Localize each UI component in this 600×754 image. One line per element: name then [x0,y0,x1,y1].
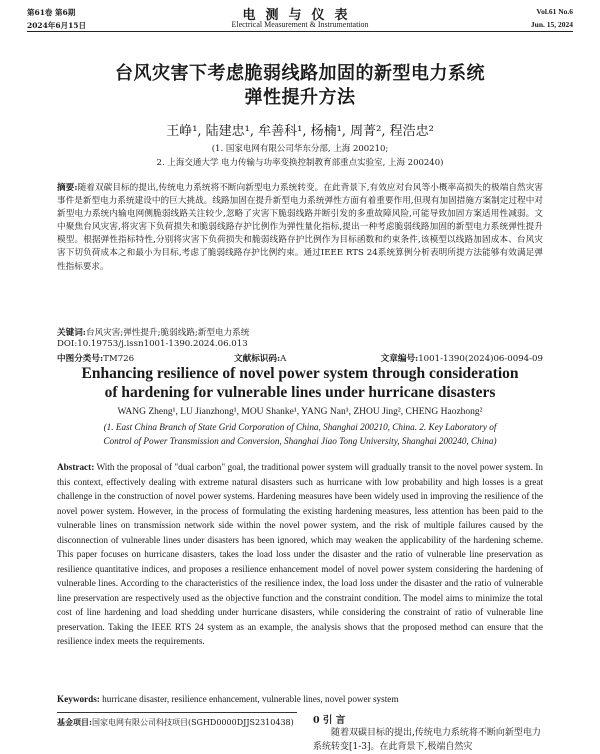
clc-number [57,352,134,364]
date-en: Jun. 15, 2024 [530,20,573,29]
affiliation-en-1: (1. East China Branch of State Grid Corporation of China, Shanghai 200210, China. 2. Key Laboratory of [103,422,497,432]
journal-name-cn: 电测与仪表 [242,8,358,23]
article-number-label: 文章编号: [380,354,419,364]
abstract-cn [57,182,543,274]
document-code [234,352,286,364]
footnote-rule [57,712,297,713]
keywords-cn-label: 关键词: [57,328,86,338]
authors-cn: 王峥¹, 陆建忠¹, 牟善科¹, 杨楠¹, 周菁², 程浩忠² [166,124,434,139]
funding-label: 基金项目: [57,717,92,727]
title-en-line-1: Enhancing resilience of novel power system through consideration [81,365,519,382]
abstract-en-text: With the proposal of "dual carbon" goal, the traditional power system will gradually transit to the novel power system. In this context, effectively dealing with extreme natural disasters such as hurricane with low probability and high losses is a great challenge in the construction of novel power systems. Hardening measures have been widely used in improving the resilience of the novel power system. However, in the process of formulating the existing hardening measures, less attention has been paid to the vulnerable lines on transmission network side within the novel power system, and the risk of multiple failures caused by the disconnection of vulnerable lines under disasters has been ignored, which may weaken the applicability of the hardening scheme. This paper focuses on hurricane disasters, takes the load loss under the disaster and the ratio of vulnerable line preservation as resilience quantitative indices, and proposes a resilience enhancement model of novel power system considering the hardening of vulnerable lines. According to the characteristics of the resilience index, the load loss under the disaster and the ratio of vulnerable line preservation are respectively used as the objective function and the constraint condition. The model aims to minimize the total cost of line hardening and load shedding under hurricane disasters, while considering the constraint of ratio of vulnerable line preservation. Taking the IEEE RTS 24 system as an example, the analysis shows that the proposed method can ensure that the resilience index meets the requirements. [57,462,543,646]
clc-label: 中图分类号: [57,354,104,364]
header-rule [27,31,573,32]
doi: DOI:10.19753/j.issn1001-1390.2024.06.013 [57,339,248,349]
clc-value: TM726 [103,354,135,364]
abstract-cn-text: 随着双碳目标的提出,传统电力系统将不断向新型电力系统转变。在此背景下,有效应对台风等小概率高损失的极端自然灾害事件是新型电力系统建设中的巨大挑战。线路加固在提升新型电力系统弹性方面有着重要作用,但现有加固措施方案制定过程中对新型电力系统内输电网侧脆弱线路关注较少,忽略了灾害下脆弱线路并断引发的多重故障风险,可能导致加固方案适用性减弱。文中聚焦台风灾害,将灾害下负荷损失和脆弱线路存护比例作为弹性量化指标,提出一种考虑脆弱线路加固的新型电力系统弹性提升模型。根据弹性指标特性,分别将灾害下负荷损失和脆弱线路存护比例作为目标函数和约束条件,该模型以线路加固成本、台风灾害下切负荷成本之和最小为目标,考虑了脆弱线路存护比例约束。通过IEEE RTS 24系统算例分析表明所提方法能够有效满足弹性指标要求。 [57,183,543,272]
keywords-en [57,694,543,704]
keywords-cn [57,326,249,338]
journal-name-en: Electrical Measurement & Instrumentation [231,20,369,29]
affiliation-cn-1: (1. 国家电网有限公司华东分部, 上海 200210; [211,144,389,154]
volume-issue-en: Vol.61 No.6 [536,7,573,16]
abstract-cn-label: 摘要: [57,183,78,193]
abstract-en [57,460,543,649]
intro-heading: 0 引 言 [313,715,346,726]
funding-text: 国家电网有限公司科技项目(SGHD0000DJJS2310438) [91,718,294,727]
title-cn-line-1: 台风灾害下考虑脆弱线路加固的新型电力系统 [115,63,485,84]
affiliation-en-2: Control of Power Transmission and Conversion, Shanghai Jiao Tong University, Shanghai 200240, China) [103,436,497,446]
keywords-en-label: Keywords: [57,694,100,704]
intro-text: 随着双碳目标的提出,传统电力系统将不断向新型电力系统转变[1-3]。在此背景下,极端自然灾 [313,728,541,752]
title-cn [40,62,560,110]
title-cn-line-2: 弹性提升方法 [244,87,356,108]
affiliation-en [57,420,543,448]
funding-note [57,716,307,729]
title-en [40,364,560,402]
article-number [381,352,543,364]
abstract-en-label: Abstract: [57,462,95,472]
affiliation-cn-2: 2. 上海交通大学 电力传输与功率变换控制教育部重点实验室, 上海 200240) [156,158,444,168]
date-cn: 2024年6月15日 [27,21,87,30]
authors-en: WANG Zheng¹, LU Jianzhong¹, MOU Shanke¹, YANG Nan¹, ZHOU Jing², CHENG Haozhong² [117,407,483,417]
document-code-label: 文献标识码: [234,354,281,364]
article-number-value: 1001-1390(2024)06-0094-09 [418,354,543,364]
document-code-value: A [280,354,287,364]
keywords-en-text: hurricane disaster, resilience enhancement, vulnerable lines, novel power system [102,694,399,704]
title-en-line-2: of hardening for vulnerable lines under hurricane disasters [104,384,496,401]
volume-issue-cn: 第61卷 第6期 [27,8,76,17]
keywords-cn-text: 台风灾害;弹性提升;脆弱线路;新型电力系统 [85,328,250,338]
